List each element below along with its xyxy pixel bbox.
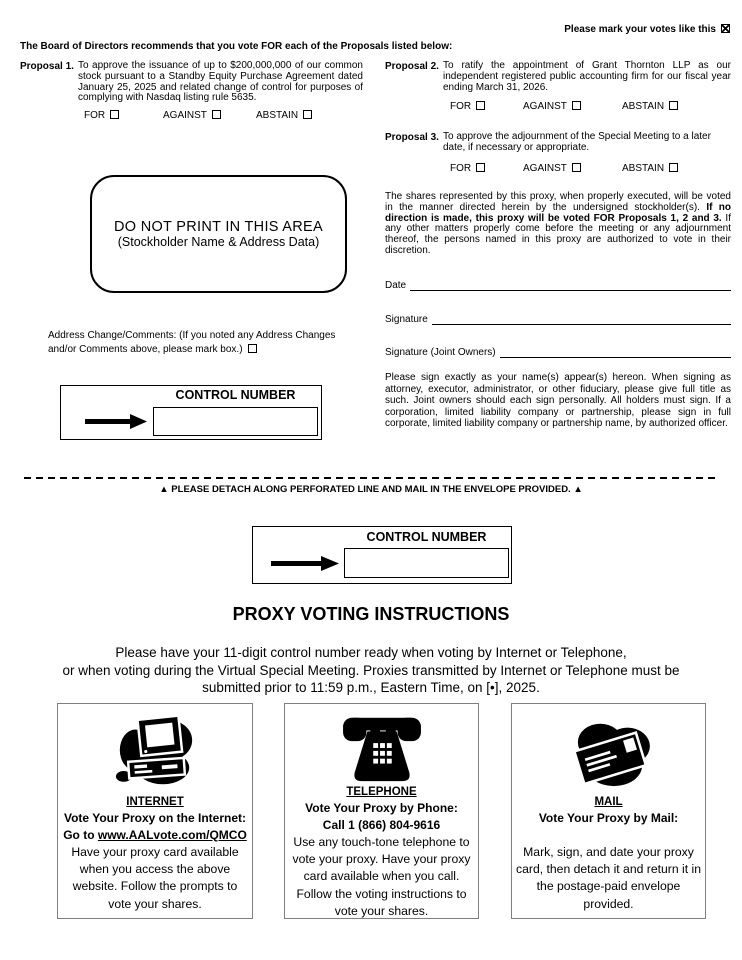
control-number-label: CONTROL NUMBER (366, 530, 487, 544)
detach-notice: ▲ PLEASE DETACH ALONG PERFORATED LINE AND MAIL IN THE ENVELOPE PROVIDED. ▲ (159, 484, 583, 495)
proposal-2-abstain-option (622, 101, 678, 112)
proposal-3-label: Proposal 3. (385, 132, 439, 143)
internet-body: Have your proxy card available when you access the above website. Follow the prompts to vote your shares. (71, 845, 239, 911)
proposal-2-text: To ratify the appointment of Grant Thornton LLP as our independent registered public accounting firm for our fiscal year ending March 31, 2026. (443, 60, 731, 93)
proposal-1-abstain-option (256, 110, 312, 121)
telephone-body: Use any touch-tone telephone to vote your proxy. Have your proxy card available when you call. Follow the voting instructions to vote your shares. (292, 835, 471, 918)
proposal-2-against-option (523, 101, 581, 112)
proposal-3-against-option (523, 163, 581, 174)
for-label: FOR (450, 163, 472, 174)
instructions-line: Please have your 11-digit control number ready when voting by Internet or Telephone, (115, 645, 627, 660)
mail-heading: MAIL (594, 796, 623, 808)
proposal-1-options (84, 110, 364, 122)
internet-method-box (57, 703, 253, 919)
against-label: AGAINST (523, 163, 567, 174)
signature-label: Signature (385, 314, 428, 325)
abstain-label: ABSTAIN (622, 101, 665, 112)
internet-bold-line1: Vote Your Proxy on the Internet: (63, 811, 247, 825)
proposal-2-options (450, 101, 732, 113)
go-to-text: Go to (63, 827, 98, 842)
abstain-label: ABSTAIN (256, 110, 299, 121)
date-row (385, 279, 731, 291)
arrow-right-icon (271, 556, 339, 571)
control-number-label: CONTROL NUMBER (175, 388, 296, 402)
control-number-box-stub (252, 526, 512, 584)
proposal-2-label: Proposal 2. (385, 61, 439, 72)
proposal-3-abstain-checkbox[interactable] (669, 163, 678, 172)
date-line[interactable] (410, 279, 731, 291)
proposal-3-text: To approve the adjournment of the Special Meeting to a later date, if necessary or appropriate. (443, 131, 711, 153)
mail-bold-line1: Vote Your Proxy by Mail: (538, 811, 679, 825)
telephone-heading: TELEPHONE (346, 786, 417, 798)
voting-directions-bold: If no direction is made, this proxy will be voted FOR Proposals 1, 2 and 3. (385, 201, 731, 224)
control-number-field[interactable] (344, 548, 509, 578)
against-label: AGAINST (523, 101, 567, 112)
do-not-print-line2: (Stockholder Name & Address Data) (117, 235, 320, 249)
mark-votes-note (564, 24, 730, 35)
instructions-paragraph (0, 644, 742, 697)
sign-instructions: Please sign exactly as your name(s) appear(s) hereon. When signing as attorney, executor, administrator, or other fiduciary, please give full title as such. Joint owners should each sign personally. All holders must sign. If a corporation, limited liability company or partnership, please sign in full corporate, limited liability company or partnership name, by authorized officer. (385, 372, 731, 430)
address-change-text: Address Change/Comments: (If you noted any Address Changes and/or Comments above, please mark box.) (48, 330, 336, 355)
instructions-title: PROXY VOTING INSTRUCTIONS (232, 604, 510, 624)
mail-method-box (511, 703, 706, 919)
voting-directions-part3: If any other matters properly come before the meeting or any adjournment thereof, the persons named in this proxy are authorized to vote in their discretion. (385, 212, 731, 256)
mail-icon (565, 704, 653, 794)
proposal-1-against-option (163, 110, 221, 121)
voting-directions-part1: The shares represented by this proxy, when properly executed, will be voted in the manner directed herein by the undersigned stockholder(s). (385, 191, 731, 213)
proposal-1-for-checkbox[interactable] (110, 110, 119, 119)
date-label: Date (385, 280, 407, 291)
proposal-1-label: Proposal 1. (20, 61, 74, 72)
do-not-print-line1: DO NOT PRINT IN THIS AREA (114, 219, 323, 235)
proposal-1-text: To approve the issuance of up to $200,000,000 of our common stock pursuant to a Standby Equity Purchase Agreement dated January 25, 2025 and related change of control for purposes of complying with Nasdaq listing rule 5635. (78, 60, 363, 104)
mark-votes-text: Please mark your votes like this (564, 24, 716, 35)
proposal-1-for-option (84, 110, 119, 121)
instructions-line: submitted prior to 11:59 p.m., Eastern Time, on [•], 2025. (202, 680, 540, 695)
joint-signature-label: Signature (Joint Owners) (385, 347, 496, 358)
proposal-2-against-checkbox[interactable] (572, 101, 581, 110)
mail-body: Mark, sign, and date your proxy card, then detach it and return it in the postage-paid envelope provided. (516, 845, 701, 911)
telephone-bold-line1: Vote Your Proxy by Phone: (305, 801, 458, 815)
vote-url-link[interactable]: www.AALvote.com/QMCO (97, 827, 247, 842)
address-change-checkbox[interactable] (248, 344, 257, 353)
voting-directions-paragraph (385, 192, 731, 257)
control-number-box (60, 385, 322, 440)
marked-checkbox-icon (721, 24, 730, 33)
telephone-bold-line2: Call 1 (866) 804-9616 (322, 817, 441, 832)
proposal-3-for-option (450, 163, 485, 174)
proposal-2-for-option (450, 101, 485, 112)
signature-row (385, 313, 731, 325)
perforation-line (24, 477, 720, 479)
internet-bold-line2 (58, 827, 252, 844)
mail-bold-line2-empty (512, 827, 705, 844)
proposal-3-for-checkbox[interactable] (476, 163, 485, 172)
do-not-print-box (90, 175, 347, 293)
against-label: AGAINST (163, 110, 207, 121)
joint-signature-line[interactable] (500, 346, 731, 358)
control-number-field[interactable] (153, 407, 318, 436)
for-label: FOR (84, 110, 106, 121)
telephone-method-box (284, 703, 479, 919)
proposal-3-abstain-option (622, 163, 678, 174)
proposal-2-abstain-checkbox[interactable] (669, 101, 678, 110)
joint-signature-row (385, 346, 731, 358)
computer-icon (112, 704, 198, 794)
signature-line[interactable] (432, 313, 731, 325)
board-recommendation: The Board of Directors recommends that you vote FOR each of the Proposals listed below: (20, 41, 453, 52)
proposal-1-against-checkbox[interactable] (212, 110, 221, 119)
address-change-note (48, 329, 360, 357)
internet-heading: INTERNET (126, 796, 184, 808)
arrow-right-icon (85, 414, 147, 429)
telephone-icon (341, 704, 423, 784)
proposal-3-options (450, 163, 732, 175)
abstain-label: ABSTAIN (622, 163, 665, 174)
proposal-2-for-checkbox[interactable] (476, 101, 485, 110)
proposal-1-abstain-checkbox[interactable] (303, 110, 312, 119)
for-label: FOR (450, 101, 472, 112)
proposal-3-against-checkbox[interactable] (572, 163, 581, 172)
instructions-line: or when voting during the Virtual Special Meeting. Proxies transmitted by Internet or Telephone must be (62, 662, 680, 678)
